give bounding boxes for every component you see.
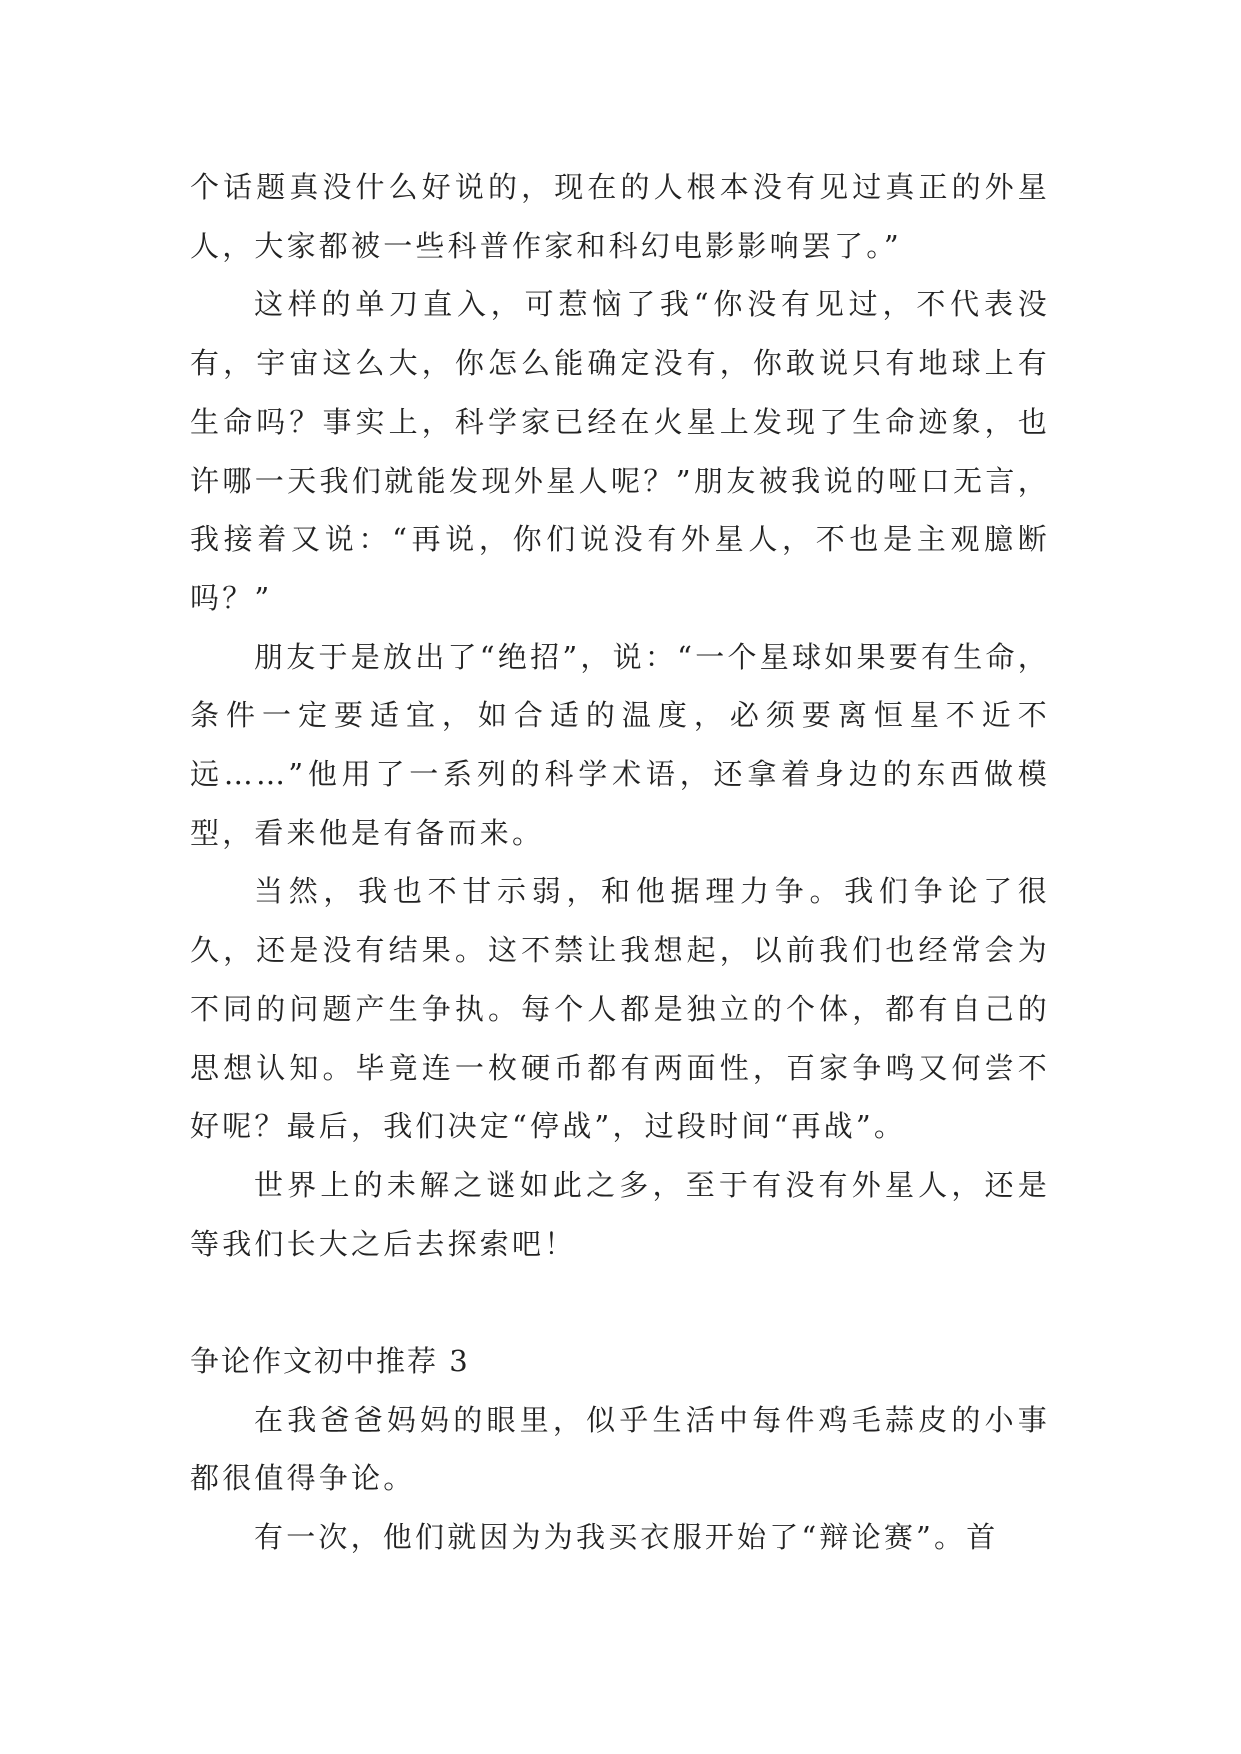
- document-page: [190, 158, 1050, 1567]
- paragraph: 世界上的未解之谜如此之多，至于有没有外星人，还是等我们长大之后去探索吧！: [190, 1167, 1050, 1261]
- paragraph: 在我爸爸妈妈的眼里，似乎生活中每件鸡毛蒜皮的小事都很值得争论。: [190, 1402, 1050, 1496]
- paragraph: 有一次，他们就因为为我买衣服开始了“辩论赛”。首: [254, 1520, 999, 1555]
- paragraph: 朋友于是放出了“绝招”，说：“一个星球如果要有生命，条件一定要适宜，如合适的温度，必须要离恒星不近不远……”他用了一系列的科学术语，还拿着身边的东西做模型，看来他是有备而来。: [190, 639, 1050, 850]
- section-title: 争论作文初中推荐 3: [190, 1344, 470, 1379]
- paragraph: 当然，我也不甘示弱，和他据理力争。我们争论了很久，还是没有结果。这不禁让我想起，以前我们也经常会为不同的问题产生争执。每个人都是独立的个体，都有自己的思想认知。毕竟连一枚硬币都有两面性，百家争鸣又何尝不好呢？最后，我们决定“停战”，过段时间“再战”。: [190, 874, 1050, 1144]
- paragraph-continuation: 个话题真没什么好说的，现在的人根本没有见过真正的外星人，大家都被一些科普作家和科幻电影影响罢了。”: [190, 170, 1050, 263]
- paragraph: 这样的单刀直入，可惹恼了我“你没有见过，不代表没有，宇宙这么大，你怎么能确定没有，你敢说只有地球上有生命吗？事实上，科学家已经在火星上发现了生命迹象，也许哪一天我们就能发现外星人呢？”朋友被我说的哑口无言，我接着又说：“再说，你们说没有外星人，不也是主观臆断吗？”: [190, 287, 1050, 615]
